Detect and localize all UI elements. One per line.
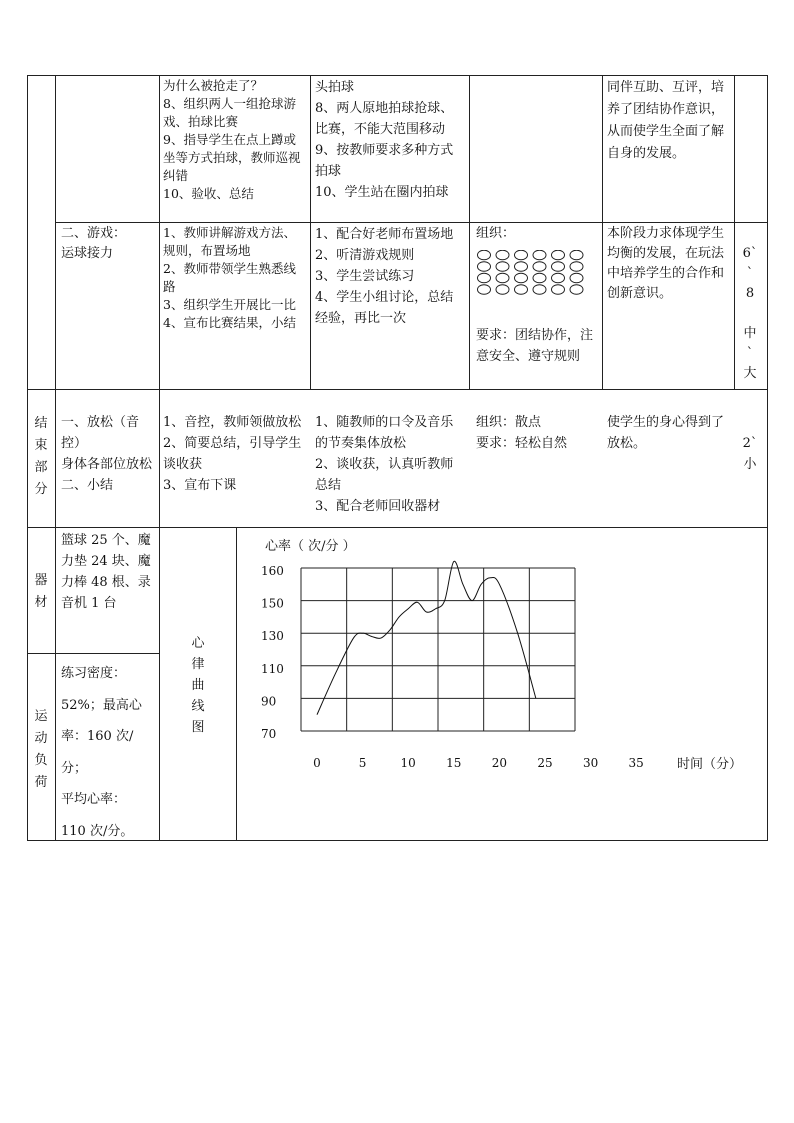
- x-axis-label: 时间（分）: [677, 757, 743, 772]
- x-tick-label: 10: [400, 756, 416, 770]
- equip-text: 篮球 25 个、魔力垫 24 块、魔力棒 48 根、录音机 1 台: [61, 533, 151, 611]
- chart-side-label: 心 律 曲 线 图: [191, 636, 205, 735]
- cont-student-text: 头拍球 8、两人原地拍球抢球、比赛，不能大范围移动 9、按教师要求多种方式拍球 10、学生站在圈内拍球: [315, 80, 454, 200]
- row-divider: [55, 222, 767, 223]
- formation-circle: [570, 250, 583, 260]
- game-student-text: 1、配合好老师布置场地 2、听清游戏规则 3、学生尝试练习 4、学生小组讨论，总结经验，再比一次: [315, 227, 454, 326]
- formation-circle: [570, 285, 583, 295]
- load-label: 运 动 负 荷: [34, 709, 48, 790]
- table-border-right: [767, 75, 768, 841]
- formation-circle: [478, 250, 491, 260]
- formation-circle: [570, 273, 583, 283]
- y-tick-label: 160: [261, 564, 284, 578]
- formation-circle: [552, 250, 565, 260]
- formation-circle: [570, 262, 583, 272]
- load-text: 练习密度： 52%；最高心 率：160 次/ 分； 平均心率： 110 次/分。: [61, 666, 142, 839]
- x-tick-label: 5: [358, 756, 367, 770]
- end-time-text: 2` 小: [742, 436, 758, 472]
- col-divider: [159, 75, 160, 841]
- formation-circle: [515, 273, 528, 283]
- end-teacher-text: 1、音控，教师领做放松 2、简要总结，引导学生谈收获 3、宣布下课: [163, 415, 302, 493]
- chart-title: 心率（ 次/分 ）: [265, 539, 356, 554]
- formation-circle: [552, 262, 565, 272]
- col-divider: [310, 75, 311, 389]
- heart-rate-chart: [237, 528, 767, 840]
- row-divider: [27, 389, 767, 390]
- end-content-text: 一、放松（音控） 身体各部位放松 二、小结: [61, 415, 153, 493]
- game-org-label: 组织：: [476, 226, 516, 241]
- end-student-text: 1、随教师的口令及音乐的节奏集体放松 2、谈收获，认真听教师总结 3、配合老师回收器材: [315, 415, 454, 514]
- formation-circle: [533, 262, 546, 272]
- table-border-left: [27, 75, 28, 841]
- y-tick-label: 90: [261, 694, 277, 709]
- y-tick-label: 150: [261, 596, 284, 611]
- end-part-label: 结 束 部 分: [34, 416, 48, 497]
- formation-circles-diagram: [476, 250, 596, 298]
- end-goal-text: 使学生的身心得到了放松。: [607, 415, 725, 451]
- x-tick-label: 35: [628, 756, 644, 770]
- cont-teacher-text: 为什么被抢走了？ 8、组织两人一组抢球游戏、拍球比赛 9、指导学生在点上蹲或坐等方式拍球，教师巡视纠错 10、验收、总结: [163, 78, 301, 201]
- game-teacher-text: 1、教师讲解游戏方法、规则，布置场地 2、教师带领学生熟悉线路 3、组织学生开展比一比 4、宣布比赛结果，小结: [163, 225, 296, 330]
- col-divider: [602, 75, 603, 389]
- row-divider: [27, 653, 159, 654]
- game-content-text: 二、游戏： 运球接力: [61, 226, 127, 261]
- game-goal-text: 本阶段力求体现学生均衡的发展，在玩法中培养学生的合作和创新意识。: [607, 226, 725, 301]
- end-org-text: 组织：散点 要求：轻松自然: [476, 415, 568, 451]
- formation-circle: [515, 250, 528, 260]
- x-tick-label: 15: [446, 756, 462, 770]
- col-divider: [55, 75, 56, 841]
- formation-circle: [533, 250, 546, 260]
- game-time-text: 6` ` 8 中 ` 大: [742, 246, 758, 381]
- y-tick-label: 110: [261, 661, 284, 676]
- heart-rate-series-line: [317, 561, 536, 714]
- formation-circle: [515, 262, 528, 272]
- col-divider: [469, 75, 470, 389]
- formation-circle: [478, 285, 491, 295]
- x-tick-label: 20: [491, 756, 508, 770]
- formation-circle: [478, 262, 491, 272]
- col-divider: [734, 75, 735, 389]
- x-tick-label: 0: [313, 756, 321, 770]
- formation-circle: [496, 285, 509, 295]
- table-border-top: [27, 75, 767, 76]
- equip-label: 器 材: [34, 573, 48, 610]
- x-tick-label: 25: [537, 756, 553, 770]
- formation-circle: [515, 285, 528, 295]
- formation-circle: [552, 273, 565, 283]
- formation-circle: [478, 273, 491, 283]
- y-tick-label: 70: [261, 727, 277, 741]
- formation-circle: [533, 273, 546, 283]
- formation-circle: [496, 262, 509, 272]
- formation-circle: [496, 273, 509, 283]
- formation-circle: [552, 285, 565, 295]
- formation-circle: [533, 285, 546, 295]
- x-tick-label: 30: [582, 756, 599, 770]
- formation-circle: [496, 250, 509, 260]
- y-tick-label: 130: [261, 629, 284, 644]
- game-org-requirement: 要求：团结协作，注意安全、遵守规则: [476, 328, 594, 364]
- cont-goal-text: 同伴互助、互评，培养了团结协作意识，从而使学生全面了解自身的发展。: [607, 80, 725, 161]
